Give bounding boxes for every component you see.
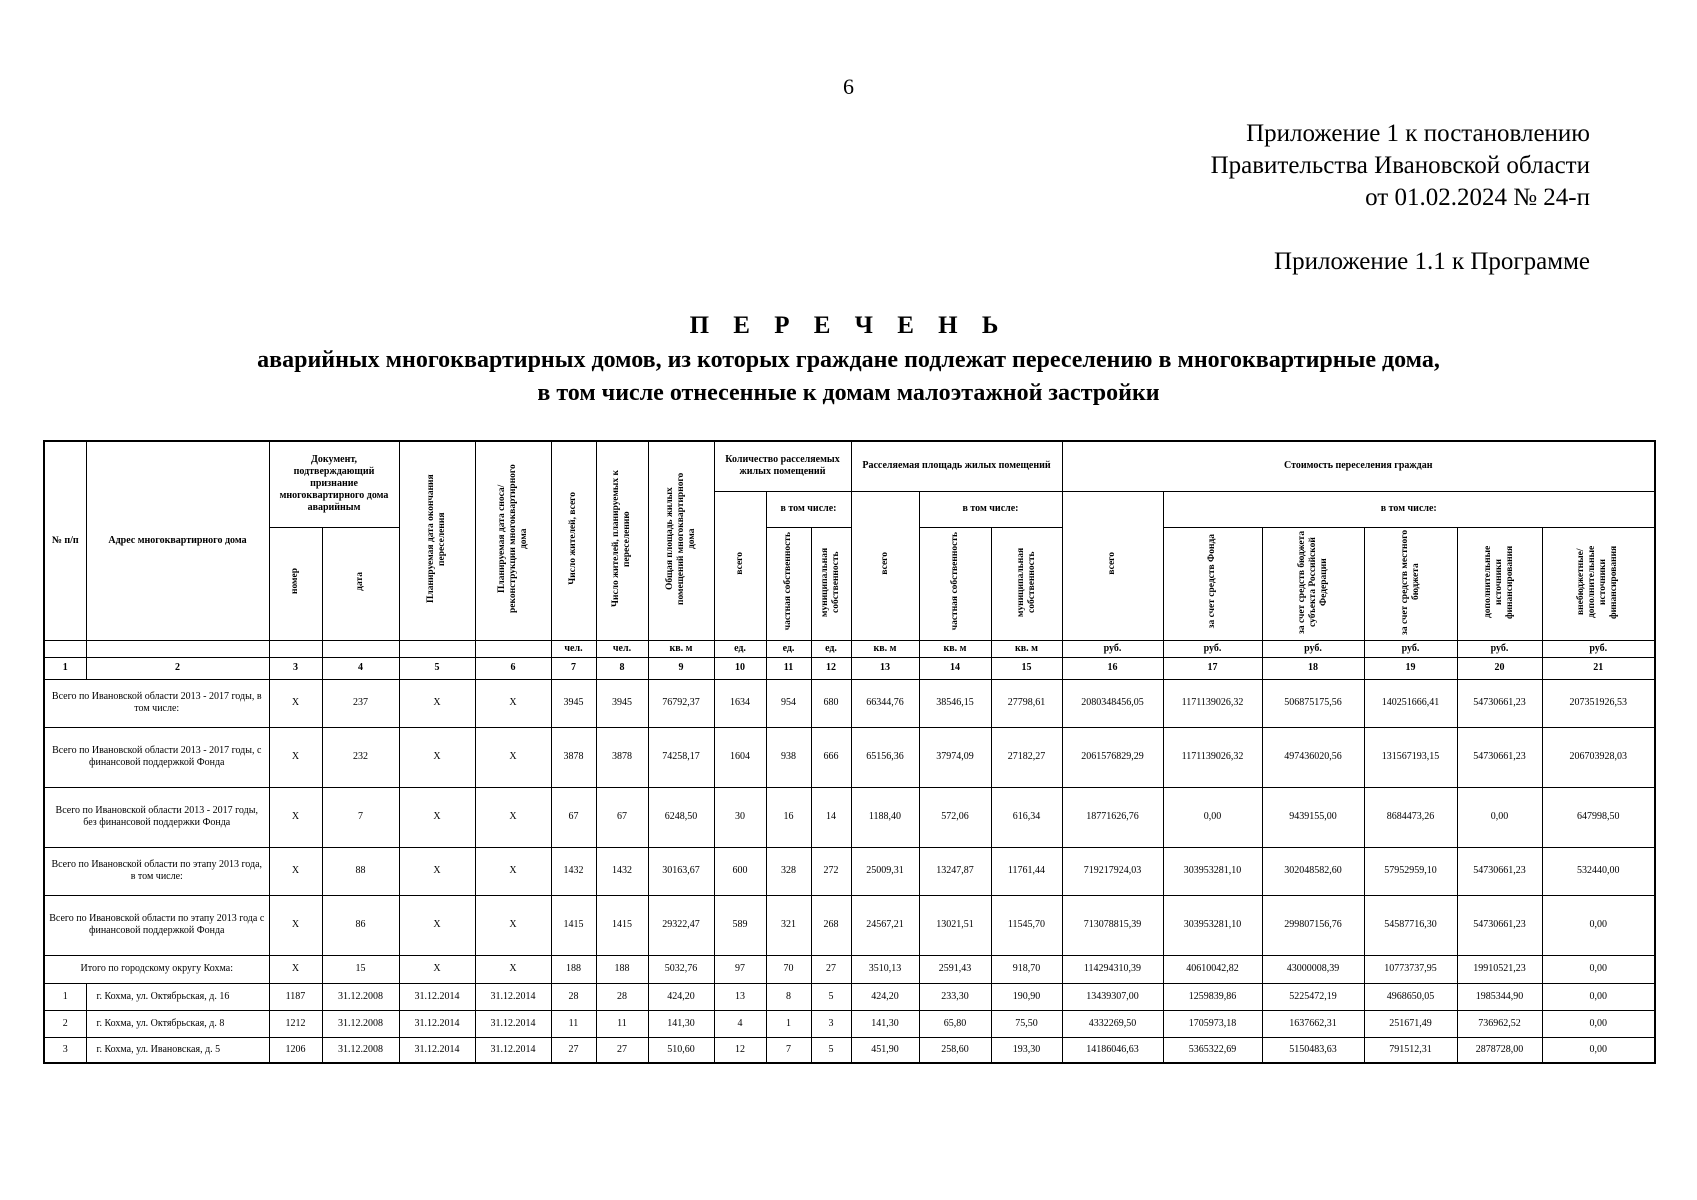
table-cell: 2080348456,05: [1062, 679, 1163, 727]
table-cell: 1637662,31: [1262, 1010, 1364, 1037]
resettlement-table: [43, 440, 1656, 1064]
row-number: 1: [44, 983, 86, 1010]
summary-row: [44, 955, 1655, 983]
header-area-resettled: Расселяемая площадь жилых помещений: [851, 441, 1062, 491]
table-cell: 27: [811, 955, 851, 983]
table-cell: 1: [766, 1010, 811, 1037]
header-num: № п/п: [44, 441, 86, 640]
table-cell: 1171139026,32: [1163, 727, 1262, 787]
table-cell: 11: [551, 1010, 596, 1037]
unit-cell: руб.: [1062, 640, 1163, 657]
header-text: за счет средств бюджета субъекта Российской Федерации: [1296, 529, 1329, 634]
table-cell: 2591,43: [919, 955, 991, 983]
house-row: [44, 1037, 1655, 1063]
summary-row: [44, 679, 1655, 727]
row-number: 3: [44, 1037, 86, 1063]
table-cell: 114294310,39: [1062, 955, 1163, 983]
unit-cell: [475, 640, 551, 657]
units-row: [44, 640, 1655, 657]
table-cell: 190,90: [991, 983, 1062, 1010]
column-number: 19: [1364, 657, 1457, 679]
unit-cell: [322, 640, 399, 657]
table-cell: 299807156,76: [1262, 895, 1364, 955]
unit-cell: [86, 640, 269, 657]
table-cell: Х: [269, 679, 322, 727]
house-address: г. Кохма, ул. Октябрьская, д. 16: [86, 983, 269, 1010]
header-text: всего: [1107, 552, 1117, 575]
table-cell: 75,50: [991, 1010, 1062, 1037]
table-cell: 302048582,60: [1262, 847, 1364, 895]
header-text: дата: [355, 572, 365, 591]
table-cell: 1432: [551, 847, 596, 895]
table-cell: 27182,27: [991, 727, 1062, 787]
column-number: 8: [596, 657, 648, 679]
unit-cell: кв. м: [648, 640, 714, 657]
table-cell: 30: [714, 787, 766, 847]
header-doc-date: [322, 527, 399, 640]
table-cell: 5032,76: [648, 955, 714, 983]
table-cell: 67: [551, 787, 596, 847]
summary-row: [44, 727, 1655, 787]
table-cell: 29322,47: [648, 895, 714, 955]
table-cell: 1188,40: [851, 787, 919, 847]
table-cell: 27: [596, 1037, 648, 1063]
table-cell: 54730661,23: [1457, 679, 1542, 727]
table-cell: 6248,50: [648, 787, 714, 847]
table-cell: 1206: [269, 1037, 322, 1063]
header-rooms-incl: в том числе:: [766, 491, 851, 527]
summary-label: Всего по Ивановской области 2013 - 2017 годы, с финансовой поддержкой Фонда: [44, 727, 269, 787]
table-cell: 1187: [269, 983, 322, 1010]
table-cell: 12: [714, 1037, 766, 1063]
unit-cell: [399, 640, 475, 657]
table-cell: 207351926,53: [1542, 679, 1655, 727]
table-cell: 5150483,63: [1262, 1037, 1364, 1063]
table-cell: Х: [399, 895, 475, 955]
column-number: 20: [1457, 657, 1542, 679]
summary-row: [44, 787, 1655, 847]
table-cell: 0,00: [1163, 787, 1262, 847]
table-cell: Х: [269, 727, 322, 787]
table-cell: 188: [596, 955, 648, 983]
table-cell: 97: [714, 955, 766, 983]
table-cell: 321: [766, 895, 811, 955]
header-text: всего: [879, 552, 890, 575]
table-cell: Х: [399, 787, 475, 847]
header-total-area: [648, 441, 714, 640]
table-cell: 28: [596, 983, 648, 1010]
column-number: 21: [1542, 657, 1655, 679]
table-cell: Х: [399, 847, 475, 895]
table-cell: 791512,31: [1364, 1037, 1457, 1063]
unit-cell: руб.: [1457, 640, 1542, 657]
table-cell: 54730661,23: [1457, 727, 1542, 787]
header-area-incl: в том числе:: [919, 491, 1062, 527]
table-cell: 18771626,76: [1062, 787, 1163, 847]
table-cell: 15: [322, 955, 399, 983]
table-cell: 5: [811, 983, 851, 1010]
header-fund: [1163, 527, 1262, 640]
header-residents-total: [551, 441, 596, 640]
table-cell: Х: [269, 955, 322, 983]
header-additional: [1457, 527, 1542, 640]
header-text: Общая площадь жилых помещений многоквартирного дома: [664, 472, 697, 605]
header-cost-total: [1062, 491, 1163, 640]
table-cell: 954: [766, 679, 811, 727]
table-cell: Х: [475, 955, 551, 983]
header-rooms-municipal: [811, 527, 851, 640]
header-text: Число жителей, всего: [568, 492, 578, 586]
unit-cell: руб.: [1262, 640, 1364, 657]
table-cell: 13: [714, 983, 766, 1010]
summary-label: Всего по Ивановской области по этапу 2013 года, в том числе:: [44, 847, 269, 895]
column-number: 17: [1163, 657, 1262, 679]
header-area-total: [851, 491, 919, 640]
header-text: дополнительные источники финансирования: [1483, 544, 1515, 619]
table-cell: 3945: [596, 679, 648, 727]
table-cell: 76792,37: [648, 679, 714, 727]
table-cell: 303953281,10: [1163, 895, 1262, 955]
table-cell: 497436020,56: [1262, 727, 1364, 787]
table-cell: 54730661,23: [1457, 847, 1542, 895]
header-area-private: [919, 527, 991, 640]
table-cell: 3: [811, 1010, 851, 1037]
unit-cell: [269, 640, 322, 657]
table-cell: 666: [811, 727, 851, 787]
table-cell: 65156,36: [851, 727, 919, 787]
table-cell: 713078815,39: [1062, 895, 1163, 955]
appendix-block: [1211, 118, 1590, 214]
header-extrabudget: [1542, 527, 1655, 640]
header-text: всего: [734, 552, 745, 575]
table-cell: 67: [596, 787, 648, 847]
table-cell: 600: [714, 847, 766, 895]
table-cell: 251671,49: [1364, 1010, 1457, 1037]
house-address: г. Кохма, ул. Ивановская, д. 5: [86, 1037, 269, 1063]
table-cell: 0,00: [1542, 895, 1655, 955]
column-number-row: [44, 657, 1655, 679]
table-cell: Х: [475, 895, 551, 955]
table-cell: 918,70: [991, 955, 1062, 983]
table-cell: 272: [811, 847, 851, 895]
table-cell: 1415: [551, 895, 596, 955]
appendix-line: Правительства Ивановской области: [1210, 152, 1590, 179]
unit-cell: ед.: [766, 640, 811, 657]
unit-cell: руб.: [1542, 640, 1655, 657]
table-cell: 74258,17: [648, 727, 714, 787]
table-cell: 1171139026,32: [1163, 679, 1262, 727]
table-cell: 31.12.2014: [399, 1010, 475, 1037]
header-text: частная собственность: [783, 532, 793, 631]
appendix-line: Приложение 1 к постановлению: [1246, 120, 1590, 147]
column-number: 14: [919, 657, 991, 679]
table-cell: 30163,67: [648, 847, 714, 895]
table-cell: 510,60: [648, 1037, 714, 1063]
table-cell: 1634: [714, 679, 766, 727]
table-cell: 1415: [596, 895, 648, 955]
column-number: 5: [399, 657, 475, 679]
table-cell: 9439155,00: [1262, 787, 1364, 847]
table-cell: 532440,00: [1542, 847, 1655, 895]
table-cell: 131567193,15: [1364, 727, 1457, 787]
table-cell: 37974,09: [919, 727, 991, 787]
header-text: муниципальная собственность: [1015, 546, 1037, 617]
table-cell: 7: [322, 787, 399, 847]
appendix-line: от 01.02.2024 № 24-п: [1365, 184, 1590, 211]
unit-cell: руб.: [1163, 640, 1262, 657]
table-cell: 10773737,95: [1364, 955, 1457, 983]
header-address: Адрес многоквартирного дома: [86, 441, 269, 640]
summary-label: Всего по Ивановской области по этапу 2013 года с финансовой поддержкой Фонда: [44, 895, 269, 955]
header-area-municipal: [991, 527, 1062, 640]
table-cell: 3945: [551, 679, 596, 727]
table-cell: 31.12.2014: [475, 1010, 551, 1037]
subtitle-line: в том числе отнесенные к домам малоэтажной застройки: [537, 380, 1160, 406]
table-cell: Х: [475, 679, 551, 727]
header-text: внебюджетные/ дополнительные источники финансирования: [1576, 544, 1620, 619]
table-cell: 27: [551, 1037, 596, 1063]
unit-cell: ед.: [714, 640, 766, 657]
table-cell: 680: [811, 679, 851, 727]
table-cell: 3878: [596, 727, 648, 787]
header-rooms-private: [766, 527, 811, 640]
table-cell: 13021,51: [919, 895, 991, 955]
header-rooms-count: Количество расселяемых жилых помещений: [714, 441, 851, 491]
table-cell: Х: [399, 679, 475, 727]
table-cell: Х: [475, 847, 551, 895]
unit-cell: ед.: [811, 640, 851, 657]
table-cell: 66344,76: [851, 679, 919, 727]
table-cell: Х: [399, 955, 475, 983]
table-cell: 28: [551, 983, 596, 1010]
header-residents-planned: [596, 441, 648, 640]
table-cell: 54730661,23: [1457, 895, 1542, 955]
table-cell: 5: [811, 1037, 851, 1063]
table-cell: 65,80: [919, 1010, 991, 1037]
table-cell: 31.12.2008: [322, 1037, 399, 1063]
house-row: [44, 983, 1655, 1010]
header-document: Документ, подтверждающий признание многоквартирного дома аварийным: [269, 441, 399, 527]
column-number: 6: [475, 657, 551, 679]
table-cell: 140251666,41: [1364, 679, 1457, 727]
table-cell: 31.12.2008: [322, 983, 399, 1010]
table-cell: 4332269,50: [1062, 1010, 1163, 1037]
column-number: 18: [1262, 657, 1364, 679]
table-cell: 11545,70: [991, 895, 1062, 955]
table-cell: Х: [269, 787, 322, 847]
table-cell: 572,06: [919, 787, 991, 847]
column-number: 9: [648, 657, 714, 679]
table-cell: 5225472,19: [1262, 983, 1364, 1010]
document-title: П Е Р Е Ч Е Н Ь: [689, 312, 1008, 339]
table-cell: Х: [269, 847, 322, 895]
header-cost: Стоимость переселения граждан: [1062, 441, 1655, 491]
table-cell: 1432: [596, 847, 648, 895]
header-text: за счет средств местного бюджета: [1399, 528, 1421, 635]
table-cell: 1604: [714, 727, 766, 787]
table-cell: 0,00: [1457, 787, 1542, 847]
table-cell: 268: [811, 895, 851, 955]
table-cell: 13247,87: [919, 847, 991, 895]
table-cell: 7: [766, 1037, 811, 1063]
table-cell: 19910521,23: [1457, 955, 1542, 983]
subtitle-line: аварийных многоквартирных домов, из которых граждане подлежат переселению в многоквартирные дома,: [257, 347, 1440, 373]
table-cell: 14: [811, 787, 851, 847]
column-number: 10: [714, 657, 766, 679]
table-cell: 31.12.2014: [475, 1037, 551, 1063]
house-address: г. Кохма, ул. Октябрьская, д. 8: [86, 1010, 269, 1037]
table-cell: Х: [475, 787, 551, 847]
table-cell: 25009,31: [851, 847, 919, 895]
table-cell: 40610042,82: [1163, 955, 1262, 983]
column-number: 4: [322, 657, 399, 679]
column-number: 11: [766, 657, 811, 679]
table-cell: 4: [714, 1010, 766, 1037]
table-cell: 54587716,30: [1364, 895, 1457, 955]
table-cell: 303953281,10: [1163, 847, 1262, 895]
column-number: 7: [551, 657, 596, 679]
table-cell: 451,90: [851, 1037, 919, 1063]
table-cell: 11: [596, 1010, 648, 1037]
table-cell: 424,20: [648, 983, 714, 1010]
header-doc-number: [269, 527, 322, 640]
header-text: за счет средств Фонда: [1207, 534, 1217, 629]
table-header: [44, 441, 1655, 657]
table-cell: 24567,21: [851, 895, 919, 955]
table-cell: 31.12.2014: [399, 983, 475, 1010]
table-cell: 31.12.2008: [322, 1010, 399, 1037]
table-cell: Х: [269, 895, 322, 955]
table-cell: 237: [322, 679, 399, 727]
table-cell: 232: [322, 727, 399, 787]
table-cell: 57952959,10: [1364, 847, 1457, 895]
column-number: 15: [991, 657, 1062, 679]
table-cell: 3510,13: [851, 955, 919, 983]
column-number: 12: [811, 657, 851, 679]
table-cell: Х: [399, 727, 475, 787]
table-cell: 193,30: [991, 1037, 1062, 1063]
page-number: 6: [843, 74, 854, 99]
row-number: 2: [44, 1010, 86, 1037]
header-text: Планируемая дата сноса/реконструкции многоквартирного дома: [496, 464, 529, 614]
table-cell: 11761,44: [991, 847, 1062, 895]
unit-cell: кв. м: [919, 640, 991, 657]
summary-row: [44, 895, 1655, 955]
table-cell: 3878: [551, 727, 596, 787]
table-cell: 719217924,03: [1062, 847, 1163, 895]
table-cell: 2878728,00: [1457, 1037, 1542, 1063]
table-cell: 31.12.2014: [399, 1037, 475, 1063]
header-text: Число жителей, планируемых к переселению: [611, 470, 632, 608]
table-cell: 5365322,69: [1163, 1037, 1262, 1063]
table-cell: 424,20: [851, 983, 919, 1010]
column-number: 13: [851, 657, 919, 679]
table-cell: 938: [766, 727, 811, 787]
table-cell: 1985344,90: [1457, 983, 1542, 1010]
table-cell: 141,30: [648, 1010, 714, 1037]
summary-row: [44, 847, 1655, 895]
table-cell: 86: [322, 895, 399, 955]
table-cell: 0,00: [1542, 955, 1655, 983]
table-cell: 27798,61: [991, 679, 1062, 727]
header-rooms-total: [714, 491, 766, 640]
table-cell: 258,60: [919, 1037, 991, 1063]
column-number: 1: [44, 657, 86, 679]
table-cell: 141,30: [851, 1010, 919, 1037]
table-cell: 0,00: [1542, 1037, 1655, 1063]
table-cell: 16: [766, 787, 811, 847]
header-local-budget: [1364, 527, 1457, 640]
table-cell: 0,00: [1542, 983, 1655, 1010]
unit-cell: кв. м: [991, 640, 1062, 657]
table-cell: 616,34: [991, 787, 1062, 847]
table-cell: 736962,52: [1457, 1010, 1542, 1037]
table-cell: 13439307,00: [1062, 983, 1163, 1010]
unit-cell: чел.: [596, 640, 648, 657]
table-cell: 1259839,86: [1163, 983, 1262, 1010]
unit-cell: чел.: [551, 640, 596, 657]
summary-label: Итого по городскому округу Кохма:: [44, 955, 269, 983]
header-planned-demolition: [475, 441, 551, 640]
table-cell: 43000008,39: [1262, 955, 1364, 983]
table-body: [44, 657, 1655, 1063]
summary-label: Всего по Ивановской области 2013 - 2017 годы, без финансовой поддержки Фонда: [44, 787, 269, 847]
header-planned-resettle-end: [399, 441, 475, 640]
header-text: номер: [290, 568, 300, 595]
summary-label: Всего по Ивановской области 2013 - 2017 годы, в том числе:: [44, 679, 269, 727]
header-subject-budget: [1262, 527, 1364, 640]
table-cell: 1212: [269, 1010, 322, 1037]
unit-cell: кв. м: [851, 640, 919, 657]
header-cost-incl: в том числе:: [1163, 491, 1655, 527]
table-cell: 328: [766, 847, 811, 895]
table-cell: 88: [322, 847, 399, 895]
column-number: 16: [1062, 657, 1163, 679]
unit-cell: [44, 640, 86, 657]
table-cell: 506875175,56: [1262, 679, 1364, 727]
table-cell: 1705973,18: [1163, 1010, 1262, 1037]
header-text: Планируемая дата окончания переселения: [426, 474, 447, 604]
header-text: частная собственность: [949, 532, 960, 631]
table-cell: 206703928,03: [1542, 727, 1655, 787]
column-number: 2: [86, 657, 269, 679]
table-cell: Х: [475, 727, 551, 787]
table-cell: 31.12.2014: [475, 983, 551, 1010]
column-number: 3: [269, 657, 322, 679]
table-cell: 4968650,05: [1364, 983, 1457, 1010]
unit-cell: руб.: [1364, 640, 1457, 657]
table-cell: 8684473,26: [1364, 787, 1457, 847]
table-cell: 589: [714, 895, 766, 955]
table-cell: 70: [766, 955, 811, 983]
table-cell: 647998,50: [1542, 787, 1655, 847]
table-cell: 8: [766, 983, 811, 1010]
table-cell: 38546,15: [919, 679, 991, 727]
document-subtitle: [0, 344, 1697, 410]
table-cell: 188: [551, 955, 596, 983]
program-appendix: Приложение 1.1 к Программе: [1274, 248, 1590, 275]
table-cell: 0,00: [1542, 1010, 1655, 1037]
header-text: муниципальная собственность: [820, 546, 841, 617]
table-cell: 14186046,63: [1062, 1037, 1163, 1063]
table-cell: 233,30: [919, 983, 991, 1010]
table-cell: 2061576829,29: [1062, 727, 1163, 787]
house-row: [44, 1010, 1655, 1037]
